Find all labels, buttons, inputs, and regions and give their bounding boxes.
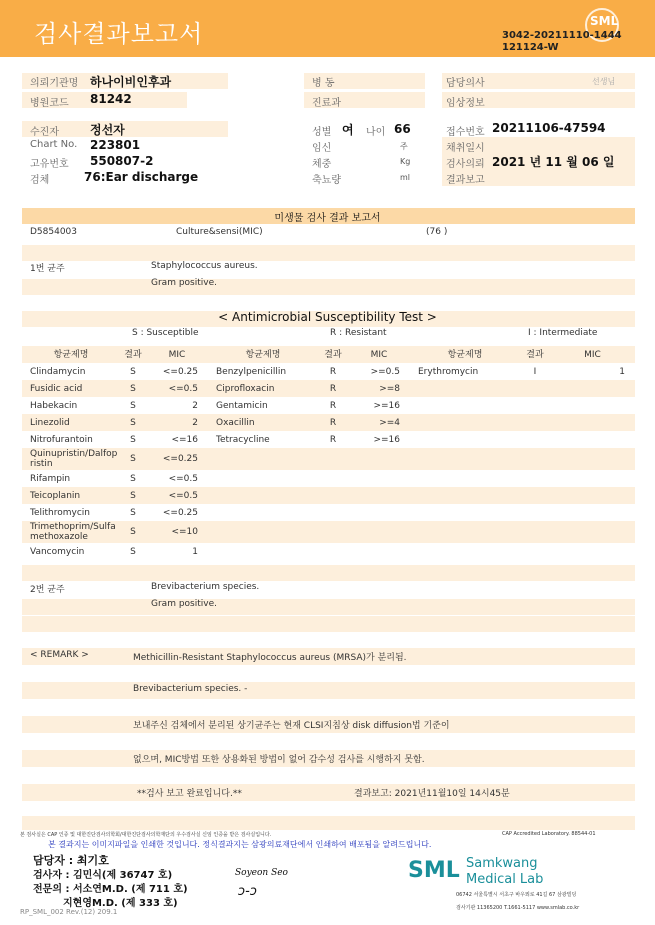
empty-cell: [410, 504, 520, 521]
empty-cell: [208, 470, 318, 487]
sex: 여: [342, 123, 354, 137]
report-complete: **검사 보고 완료입니다.**: [137, 789, 242, 799]
empty-cell: [550, 380, 635, 397]
table-row: [22, 363, 635, 380]
form-code: RP_SML_002 Rev.(12) 209.1: [20, 908, 118, 916]
empty-cell: [520, 504, 550, 521]
drug-name: Vancomycin: [30, 546, 85, 557]
empty-cell: [550, 470, 635, 487]
legend-resistant: R : Resistant: [330, 328, 387, 338]
drug-result: S: [130, 400, 136, 411]
patient-name: 정선자: [90, 123, 125, 137]
drug-mic: <=0.25: [162, 366, 198, 377]
table-row: [22, 397, 635, 414]
empty-cell: [550, 504, 635, 521]
table-row: [22, 414, 635, 431]
table-row: [22, 380, 635, 397]
drug-mic: >=0.5: [370, 366, 400, 377]
drug-name: Linezolid: [30, 417, 70, 428]
empty-cell: [520, 448, 550, 470]
age: 66: [394, 122, 411, 136]
empty-cell: [520, 470, 550, 487]
col-result-header: 결과: [526, 349, 544, 360]
empty-cell: [318, 448, 348, 470]
drug-mic: 1: [192, 546, 198, 557]
table-header-row: [22, 346, 635, 363]
drug-mic: <=16: [171, 434, 198, 445]
notice-text: 본 결과지는 이미지파일을 인쇄한 것입니다. 정식결과지는 삼광의료재단에서 인쇄하여 배포됨을 알려드립니다.: [48, 840, 432, 849]
empty-cell: [208, 448, 318, 470]
ast-title: < Antimicrobial Susceptibility Test >: [218, 310, 437, 324]
row-band: [22, 816, 635, 830]
strain1-label: 1번 균주: [30, 264, 65, 274]
legend-intermediate: I : Intermediate: [528, 328, 598, 338]
specialist-2: 지현영M.D. (제 333 호): [63, 898, 178, 909]
drug-mic: <=10: [171, 527, 198, 537]
drug-mic: >=8: [379, 383, 400, 394]
drug-result: S: [130, 366, 136, 377]
hospital-code-label: 병원코드: [30, 98, 69, 109]
remark-line-3: 보내주신 검체에서 분리된 상기균주는 현재 CLSI지침상 disk diffusion법 기준이: [133, 721, 450, 731]
address: 06742 서울특별시 서초구 바우뫼로 41길 67 삼광빌딩: [456, 892, 577, 898]
section-title: 미생물 검사 결과 보고서: [274, 213, 381, 224]
drug-name: Tetracycline: [216, 434, 270, 445]
drug-result: S: [130, 527, 136, 537]
empty-cell: [550, 543, 635, 560]
drug-result: R: [329, 366, 337, 377]
drug-name: Clindamycin: [30, 366, 86, 377]
drug-result: R: [329, 434, 337, 445]
weight-unit: Kg: [400, 157, 411, 166]
empty-cell: [410, 397, 520, 414]
page-title: 검사결과보고서: [34, 20, 204, 48]
strain1-gram: Gram positive.: [151, 278, 217, 288]
drug-result: R: [329, 417, 337, 428]
empty-cell: [410, 431, 520, 448]
empty-cell: [208, 521, 318, 543]
signature-2-icon: ↄ-ↄ: [238, 884, 257, 899]
cert-text: 본 검사실은 CAP 인증 및 대한진단검사의학회/대한진단검사의학재단의 우수검사실 신임 인증을 받은 검사실입니다.: [20, 832, 272, 838]
sex-label: 성별: [312, 127, 332, 138]
drug-result: S: [130, 507, 136, 518]
drug-name: Fusidic acid: [30, 383, 83, 394]
empty-cell: [550, 448, 635, 470]
drug-result: S: [130, 434, 136, 445]
row-band: [22, 784, 635, 801]
drug-mic: >=16: [373, 400, 400, 411]
drug-result: S: [130, 546, 136, 557]
table-row: [22, 431, 635, 448]
receipt-number: 20211106-47594: [492, 121, 606, 135]
report-label: 결과보고: [446, 175, 485, 186]
col-mic-header: MIC: [370, 349, 388, 360]
drug-mic: <=0.25: [162, 507, 198, 518]
empty-cell: [410, 470, 520, 487]
drug-result: I: [533, 366, 537, 377]
strain1-name: Staphylococcus aureus.: [151, 261, 258, 271]
empty-cell: [318, 543, 348, 560]
hospital-code: 81242: [90, 92, 132, 106]
row-band: [22, 565, 635, 581]
empty-cell: [348, 504, 410, 521]
empty-cell: [318, 487, 348, 504]
drug-mic: >=4: [379, 417, 400, 428]
collect-label: 채취일시: [446, 143, 485, 154]
ast-table: [22, 346, 635, 560]
row-band: [22, 682, 635, 699]
empty-cell: [348, 470, 410, 487]
empty-cell: [520, 414, 550, 431]
empty-cell: [410, 487, 520, 504]
signature: Soyeon Seo: [235, 868, 288, 878]
empty-cell: [348, 543, 410, 560]
drug-result: S: [130, 383, 136, 394]
drug-name: Habekacin: [30, 400, 78, 411]
empty-cell: [520, 431, 550, 448]
empty-cell: [208, 487, 318, 504]
strain2-name: Brevibacterium species.: [151, 582, 260, 592]
drug-name: Nitrofurantoin: [30, 434, 93, 445]
drug-mic: >=16: [373, 434, 400, 445]
specimen: 76:Ear discharge: [84, 170, 199, 184]
drug-name: Benzylpenicillin: [216, 366, 287, 377]
drug-name: Teicoplanin: [30, 490, 81, 501]
row-band: [22, 599, 635, 615]
drug-name: Telithromycin: [30, 507, 90, 518]
row-band: [22, 245, 635, 261]
drug-name: Rifampin: [30, 473, 71, 484]
report-code-2: 121124-W: [502, 42, 559, 53]
col-result-header: 결과: [324, 349, 342, 360]
drug-mic: <=0.5: [168, 473, 198, 484]
drug-mic: <=0.5: [168, 490, 198, 501]
drug-name: Gentamicin: [216, 400, 268, 411]
empty-cell: [410, 380, 520, 397]
empty-cell: [318, 470, 348, 487]
patient-label: 수진자: [30, 127, 59, 138]
chart-label: Chart No.: [30, 139, 78, 150]
doctor-suffix: 선생님: [592, 77, 616, 86]
lab-name-1: Samkwang: [466, 856, 538, 871]
chart-no: 223801: [90, 138, 141, 152]
col-drug-header: 항균제명: [447, 349, 483, 360]
col-result-header: 결과: [124, 349, 142, 360]
weight-label: 체중: [312, 159, 332, 170]
empty-cell: [520, 521, 550, 543]
empty-cell: [550, 414, 635, 431]
empty-cell: [208, 504, 318, 521]
sml-footer-logo: SML: [408, 858, 460, 883]
drug-mic: <=0.5: [168, 383, 198, 394]
row-band: [22, 616, 635, 632]
id-number: 550807-2: [90, 154, 154, 168]
drug-mic: 2: [192, 400, 198, 411]
empty-cell: [318, 521, 348, 543]
table-row: [22, 543, 635, 560]
table-row: [22, 448, 635, 470]
request-label: 검사의뢰: [446, 159, 485, 170]
empty-cell: [520, 397, 550, 414]
drug-mic: 1: [619, 366, 625, 377]
manager: 담당자 : 최기호: [33, 854, 109, 867]
row-band: [22, 279, 635, 295]
empty-cell: [348, 521, 410, 543]
specialist-1: 전문의 : 서소연M.D. (제 711 호): [33, 884, 188, 895]
tester: 검사자 : 김민식(제 36747 호): [33, 870, 173, 881]
drug-result: S: [130, 454, 136, 464]
drug-result: S: [130, 473, 136, 484]
empty-cell: [550, 397, 635, 414]
institution: 하나이비인후과: [90, 75, 172, 89]
table-row: [22, 504, 635, 521]
contact: 검사기관 11365200 T.1661-5117 www.smlab.co.kr: [456, 905, 580, 911]
empty-cell: [550, 487, 635, 504]
empty-cell: [318, 504, 348, 521]
empty-cell: [410, 543, 520, 560]
remark-line-1: Methicillin-Resistant Staphylococcus aureus (MRSA)가 분리됨.: [133, 653, 407, 663]
specimen-label: 검체: [30, 175, 50, 186]
request-date: 2021 년 11 월 06 일: [492, 155, 615, 169]
strain2-gram: Gram positive.: [151, 599, 217, 609]
strain2-label: 2번 균주: [30, 585, 65, 595]
sml-logo-text: SML: [590, 14, 619, 28]
remark-line-4: 없으며, MIC방법 또한 상용화된 방법이 없어 감수성 검사를 시행하지 못함.: [133, 755, 425, 765]
empty-cell: [520, 380, 550, 397]
test-code: D5854003: [30, 227, 78, 237]
empty-cell: [410, 521, 520, 543]
drug-name: Erythromycin: [418, 366, 479, 377]
remark-line-2: Brevibacterium species. -: [133, 684, 248, 694]
ward-label: 병 동: [312, 78, 335, 89]
empty-cell: [348, 448, 410, 470]
test-number: (76 ): [426, 227, 448, 237]
drug-result: R: [329, 383, 337, 394]
dept-label: 진료과: [312, 98, 341, 109]
report-code: 3042-20211110-1444: [502, 30, 622, 41]
table-row: [22, 487, 635, 504]
clinical-label: 임상정보: [446, 98, 485, 109]
empty-cell: [410, 414, 520, 431]
empty-cell: [520, 487, 550, 504]
receipt-label: 접수번호: [446, 127, 485, 138]
drug-name: Oxacillin: [216, 417, 255, 428]
drug-name: Quinupristin/Dalfopristin: [30, 449, 118, 469]
drug-mic: 2: [192, 417, 198, 428]
col-mic-header: MIC: [168, 349, 186, 360]
urine-label: 축뇨량: [312, 175, 341, 186]
col-mic-header: MIC: [584, 349, 601, 360]
empty-cell: [520, 543, 550, 560]
table-row: [22, 470, 635, 487]
empty-cell: [550, 521, 635, 543]
age-label: 나이: [366, 127, 386, 138]
urine-unit: ml: [400, 173, 411, 182]
col-drug-header: 항균제명: [53, 349, 89, 360]
drug-result: S: [130, 490, 136, 501]
cap-text: CAP Accredited Laboratory. 88544-01: [502, 831, 596, 837]
institution-label: 의뢰기관명: [30, 78, 79, 89]
pregnancy-unit: 주: [400, 142, 408, 151]
empty-cell: [348, 487, 410, 504]
lab-name-2: Medical Lab: [466, 872, 544, 887]
col-drug-header: 항균제명: [245, 349, 281, 360]
drug-result: S: [130, 417, 136, 428]
remark-label: < REMARK >: [30, 650, 89, 660]
report-time: 결과보고: 2021년11월10일 14시45분: [354, 789, 510, 799]
doctor-label: 담당의사: [446, 78, 485, 89]
drug-mic: <=0.25: [162, 454, 198, 464]
table-row: [22, 521, 635, 543]
test-name: Culture&sensi(MIC): [176, 227, 263, 237]
legend-susceptible: S : Susceptible: [132, 328, 199, 338]
drug-result: R: [329, 400, 337, 411]
empty-cell: [410, 448, 520, 470]
drug-name: Ciprofloxacin: [216, 383, 275, 394]
empty-cell: [208, 543, 318, 560]
id-label: 고유번호: [30, 159, 69, 170]
pregnancy-label: 임신: [312, 143, 332, 154]
empty-cell: [550, 431, 635, 448]
drug-name: Trimethoprim/Sulfamethoxazole: [30, 522, 116, 542]
